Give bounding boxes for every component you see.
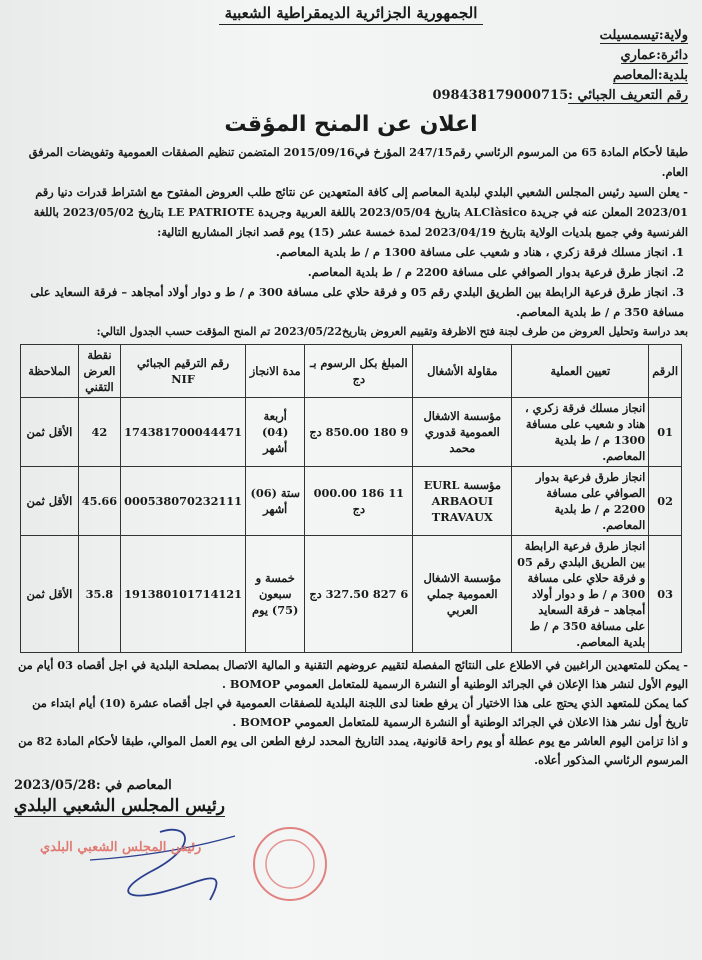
footer-paragraph: - يمكن للمتعهدين الراغبين في الاطلاع على النتائج المفصلة لتقييم عروضهم التقنية و المالية الاتصال بمصلحة البلدية في اجل أقصاه 03 أيام من اليوم الأول لنشر هذا الإعلان في الجرائد الوطنية أو النشرة الرسمية للمتعامل العمومي BOMOP . (18, 658, 688, 691)
header-number: الرقم (649, 345, 682, 398)
header-duration: مدة الانجاز (246, 345, 305, 398)
table-header-row (21, 345, 682, 398)
commune: بلدية:المعاصم (612, 68, 688, 83)
intro (14, 142, 688, 242)
cell-contractor: مؤسسة الاشغال العمومية جملي العربي (413, 536, 512, 653)
cell-duration: خمسة و سبعون (75) يوم (246, 536, 305, 653)
cell-nif: 191380101714121 (121, 536, 246, 653)
place-date: المعاصم في :2023/05/28 (14, 778, 172, 793)
header-nif: رقم الترقيم الجبائي NIF (121, 345, 246, 398)
cell-amount: 9 180 850.00 دج (305, 398, 413, 467)
cell-operation: انجاز مسلك فرقة زكري ، هناد و شعيب على مسافة 1300 م / ط بلدية المعاصم. (512, 398, 649, 467)
intro-paragraph: طبقا لأحكام المادة 65 من المرسوم الرئاسي رقم247/15 المؤرخ في2015/09/16 المتضمن تنظيم الصفقات العمومية وتفويضات المرفق العام. (28, 145, 688, 179)
footer-notes (14, 656, 688, 770)
cell-score: 42 (78, 398, 120, 467)
cell-operation: انجاز طرق فرعية بدوار الصوافي على مسافة 2200 م / ط بلدية المعاصم. (512, 467, 649, 536)
footer-paragraph: و اذا تزامن اليوم العاشر مع يوم عطلة أو يوم راحة قانونية، يمدد التاريخ المحدد لرفع الطعن الى يوم العمل الموالي، طبقا لأحكام المادة 82 من المرسوم الرئاسي المذكور أعلاه. (18, 734, 688, 767)
stamp-text: رئيس المجلس الشعبي البلدي (40, 840, 202, 855)
projects-list (14, 242, 688, 322)
signature-block (14, 778, 688, 898)
signatory-title: رئيس المجلس الشعبي البلدي (14, 796, 225, 816)
intro-paragraph: - يعلن السيد رئيس المجلس الشعبي البلدي لبلدية المعاصم إلى كافة المتعهدين عن نتائج طلب العروض المفتوح مع اشتراط قدرات دنيا رقم 2023/01 المعلن عنه في جريدة ALClàsico بتاريخ 2023/05/04 باللغة العربية وجريدة LE PATRIOTE بتاريخ 2023/05/02 باللغة الفرنسية وفي جميع بلديات الولاية بتاريخ 2023/04/19 لمدة خمسة عشر (15) يوم قصد انجاز المشاريع التالية: (33, 185, 688, 239)
table-row (21, 536, 682, 653)
cell-amount: 6 827 327.50 دج (305, 536, 413, 653)
header-note: الملاحظة (21, 345, 79, 398)
round-stamp-inner (266, 840, 314, 888)
cell-amount: 11 186 000.00 دج (305, 467, 413, 536)
cell-number: 01 (649, 398, 682, 467)
cell-contractor: مؤسسة EURL ARBAOUI TRAVAUX (413, 467, 512, 536)
daira: دائرة:عماري (620, 48, 688, 63)
list-item: 2. انجاز طرق فرعية بدوار الصوافي على مسافة 2200 م / ط بلدية المعاصم. (307, 265, 684, 279)
round-stamp (254, 828, 326, 900)
header-operation: تعيين العملية (512, 345, 649, 398)
cell-nif: 174381700044471 (121, 398, 246, 467)
cell-duration: ستة (06) أشهر (246, 467, 305, 536)
signature-stamp (30, 822, 330, 902)
list-item: 3. انجاز طرق فرعية الرابطة بين الطريق البلدي رقم 05 و فرقة حلاي على مسافة 300 م / ط و دوار أولاد أمجاهد – فرقة السعايد على مسافة 350 م / ط بلدية المعاصم. (30, 285, 684, 319)
republic-heading: الجمهورية الجزائرية الديمقراطية الشعبية (0, 4, 702, 22)
table-row (21, 398, 682, 467)
cell-note: الأقل ثمن (21, 398, 79, 467)
cell-duration: أربعة (04) أشهر (246, 398, 305, 467)
cell-operation: انجاز طرق فرعية الرابطة بين الطريق البلدي رقم 05 و فرقة حلاي على مسافة 300 م / ط و دوار أولاد أمجاهد – فرقة السعايد على مسافة 350 م / ط بلدية المعاصم. (512, 536, 649, 653)
table-intro: بعد دراسة وتحليل العروض من طرف لجنة فتح الاظرفة وتقييم العروض بتاريخ2023/05/22 تم المنح المؤقت حسب الجدول التالي: (96, 325, 688, 338)
cell-number: 02 (649, 467, 682, 536)
header-score: نقطة العرض التقني (78, 345, 120, 398)
page-title: اعلان عن المنح المؤقت (224, 112, 478, 137)
document-body (14, 142, 688, 898)
cell-nif: 000538070232111 (121, 467, 246, 536)
footer-paragraph: كما يمكن للمتعهد الذي يحتج على هذا الاختيار أن يرفع طعنا لدى اللجنة البلدية للصفقات العمومية في اجل أقصاه عشرة (10) أيام ابتداء من تاريخ أول نشر هذا الاعلان في الجرائد الوطنية أو النشرة الرسمية للمتعامل العمومي BOMOP . (32, 696, 688, 729)
award-table (20, 344, 682, 653)
header-contractor: مقاولة الأشغال (413, 345, 512, 398)
cell-note: الأقل ثمن (21, 536, 79, 653)
header-amount: المبلغ بكل الرسوم بـ دج (305, 345, 413, 398)
wilaya: ولاية:تيسمسيلت (599, 28, 688, 43)
cell-number: 03 (649, 536, 682, 653)
cell-contractor: مؤسسة الاشغال العمومية قدوري محمد (413, 398, 512, 467)
cell-note: الأقل ثمن (21, 467, 79, 536)
table-row (21, 467, 682, 536)
list-item: 1. انجاز مسلك فرقة زكري ، هناد و شعيب على مسافة 1300 م / ط بلدية المعاصم. (275, 245, 684, 259)
tax-id: رقم التعريف الجبائي :098438179000715 (432, 88, 688, 103)
cell-score: 45.66 (78, 467, 120, 536)
cell-score: 35.8 (78, 536, 120, 653)
